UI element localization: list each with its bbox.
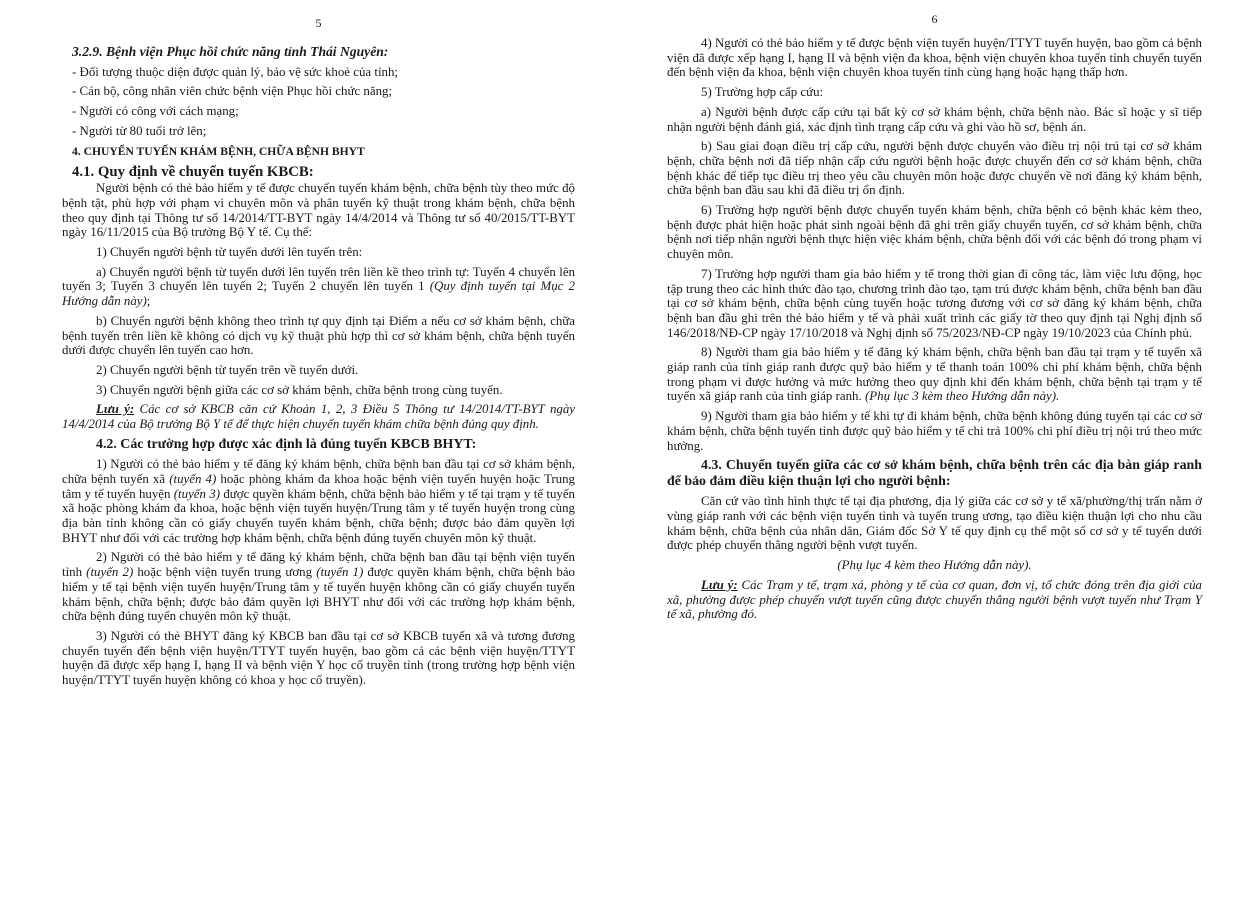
note-label: Lưu ý: <box>701 577 738 592</box>
paragraph-9: 9) Người tham gia bảo hiểm y tế khi tự đi khám bệnh, chữa bệnh không đúng tuyến tại các cơ sở khám bệnh, chữa bệnh tuyến tỉnh được quỹ bảo hiểm y tế chi trả 100% chi phí điều trị nội trú theo mức hưởng. <box>667 409 1202 453</box>
bullet-item: - Cán bộ, công nhân viên chức bệnh viện Phục hồi chức năng; <box>72 84 393 99</box>
paragraph-1a-end: ; <box>146 294 151 309</box>
note <box>62 402 575 431</box>
paragraph-7: 7) Trường hợp người tham gia bảo hiểm y tế trong thời gian đi công tác, làm việc lưu động, học tập trung theo các hình thức đào tạo, chương trình đào tạo, tạm trú được khám bệnh, chữa bệnh ban đầu tại cơ sở khám bệnh, chữa bệnh cùng tuyến hoặc tương đương với cơ sở đăng ký khám bệnh, chữa bệnh ban đầu ghi trên thẻ bảo hiểm y tế và phải xuất trình các giấy tờ theo quy định tại Nghị định số 146/2018/NĐ-CP ngày 17/10/2018 và Nghị định số 75/2023/NĐ-CP ngày 19/10/2023 của Chính phủ. <box>667 266 1202 340</box>
italic-run: (tuyến 2) <box>86 565 134 580</box>
paragraph-1a-text: a) Chuyển người bệnh từ tuyến dưới lên tuyến trên liền kề theo trình tự: Tuyến 4 chuyển lên tuyến 3; Tuyến 3 chuyển lên tuyến 2; Tuyến 2 chuyển lên tuyến 1 <box>62 264 575 294</box>
appendix-4-reference: (Phụ lục 4 kèm theo Hướng dẫn này). <box>837 558 1032 573</box>
page-right <box>617 0 1235 908</box>
paragraph-1a <box>62 265 575 309</box>
note-text: Các cơ sở KBCB căn cứ Khoản 1, 2, 3 Điều 5 Thông tư 14/2014/TT-BYT ngày 14/4/2014 của Bộ trưởng Bộ Y tế để thực hiện chuyển tuyến khám chữa bệnh đúng quy định. <box>62 402 576 432</box>
note-label: Lưu ý: <box>96 402 135 417</box>
paragraph-8 <box>667 345 1202 404</box>
heading-4-3: 4.3. Chuyển tuyến giữa các cơ sở khám bệnh, chữa bệnh trên các địa bàn giáp ranh để bảo đảm điều kiện thuận lợi cho người bệnh: <box>667 458 1202 489</box>
paragraph-4-2-2 <box>62 550 575 624</box>
paragraph-4-2-3: 3) Người có thẻ BHYT đăng ký KBCB ban đầu tại cơ sở KBCB tuyến xã và tương đương chuyển tuyến đến bệnh viện huyện/TTYT tuyến huyện, bao gồm cả các bệnh viện huyện/TTYT huyện đã được xếp hạng I, hạng II và bệnh viện Y học cổ truyền tỉnh (trong trường hợp bệnh viện huyện/TTYT tuyến huyện không có khoa y học cổ truyền). <box>62 629 575 688</box>
paragraph-6: 6) Trường hợp người bệnh được chuyển tuyến khám bệnh, chữa bệnh có bệnh khác kèm theo, bệnh được phát hiện hoặc phát sinh ngoài bệnh đã ghi trên giấy chuyển tuyến, cơ sở khám bệnh, chữa bệnh nơi tiếp nhận người bệnh thực hiện việc khám bệnh, chữa bệnh đối với các bệnh đó trong phạm vi chuyên môn. <box>667 203 1202 262</box>
text-run: được quyền khám bệnh, chữa bệnh bảo hiểm y tế tại bệnh viện tuyến huyện/Trung tâm y tế tuyến huyện không cần có giấy chuyển tuyến khám bệnh, chữa bệnh; được bảo đảm quyền lợi BHYT như đối với các trường hợp khám bệnh, chữa bệnh đúng tuyến chuyên môn kỹ thuật. <box>62 565 575 624</box>
paragraph-5: 5) Trường hợp cấp cứu: <box>701 85 824 100</box>
bullet-item: - Người có công với cách mạng; <box>72 104 239 119</box>
page-left <box>0 0 617 908</box>
paragraph-4: 4) Người có thẻ bảo hiểm y tế được bệnh viện tuyến huyện/TTYT tuyến huyện, bao gồm cả bệnh viện đã được xếp hạng I, hạng II và bệnh viện đa khoa, bệnh viện chuyên khoa tuyến tỉnh chuyển tuyến đến bệnh viện đa khoa, bệnh viện chuyên khoa tuyến tỉnh cùng hạng hoặc hạng thấp hơn. <box>667 36 1202 80</box>
heading-4-2: 4.2. Các trường hợp được xác định là đúng tuyến KBCB BHYT: <box>96 436 477 452</box>
paragraph-2: 2) Chuyển người bệnh từ tuyến trên về tuyến dưới. <box>96 362 359 377</box>
italic-run: (tuyến 1) <box>316 565 364 580</box>
paragraph-5b: b) Sau giai đoạn điều trị cấp cứu, người bệnh được chuyển vào điều trị nội trú tại cơ sở khám bệnh, chữa bệnh nơi đã tiếp nhận cấp cứu người bệnh hoặc được chuyển đến cơ sở khám bệnh, chữa bệnh khác để tiếp tục điều trị theo yêu cầu chuyên môn hoặc được chuyển về nơi đăng ký khám bệnh, chữa bệnh ban đầu sau khi đã điều trị ổn định. <box>667 139 1202 198</box>
note-text: Các Trạm y tế, trạm xá, phòng y tế của cơ quan, đơn vị, tổ chức đóng trên địa giới của xã, phường được phép chuyển vượt tuyến cũng được chuyển thẳng người bệnh vượt tuyến như Trạm Y tế xã, phường đó. <box>667 577 1202 622</box>
text-run: hoặc phòng khám đa khoa hoặc bệnh viện tuyến huyện hoặc Trung tâm y tế tuyến huyện <box>62 471 575 501</box>
bullet-item: - Người từ 80 tuổi trở lên; <box>72 123 207 138</box>
paragraph-3: 3) Chuyển người bệnh giữa các cơ sở khám bệnh, chữa bệnh trong cùng tuyến. <box>96 382 503 397</box>
bullet-item: - Đối tượng thuộc diện được quản lý, bảo vệ sức khoẻ của tỉnh; <box>72 64 398 79</box>
paragraph-1a-italic: (Quy định tuyến tại Mục 2 Hướng dẫn này) <box>62 279 575 309</box>
section-4-heading: 4. CHUYỂN TUYẾN KHÁM BỆNH, CHỮA BỆNH BHYT <box>72 144 365 158</box>
note <box>667 578 1202 622</box>
paragraph-4-2-1 <box>62 457 575 545</box>
italic-run: (tuyến 3) <box>173 486 221 501</box>
heading-4-1: 4.1. Quy định về chuyển tuyến KBCB: <box>72 164 314 181</box>
text-run: 1) Người có thẻ bảo hiểm y tế đăng ký khám bệnh, chữa bệnh ban đầu tại cơ sở khám bệnh, chữa bệnh tuyến xã <box>62 457 575 486</box>
heading-3-2-9: 3.2.9. Bệnh viện Phục hồi chức năng tỉnh Thái Nguyên: <box>72 44 389 59</box>
text-run: 8) Người tham gia bảo hiểm y tế đăng ký khám bệnh, chữa bệnh ban đầu tại trạm y tế tuyến xã giáp ranh của tỉnh giáp ranh được quỹ bảo hiểm y tế thanh toán 100% chi phí khám bệnh, chữa bệnh trong phạm vi được hưởng và mức hưởng theo quy định khi đến khám bệnh, chữa bệnh tại trạm y tế tuyến xã giáp ranh của tỉnh giáp ranh. <box>667 345 1202 404</box>
page-number: 6 <box>931 12 938 26</box>
text-run: được quyền khám bệnh, chữa bệnh bảo hiểm y tế tại trạm y tế tuyến xã hoặc phòng khám đa khoa, hoặc bệnh viện tuyến huyện/Trung tâm y tế tuyến huyện trong cùng địa bàn tỉnh không cần có giấy chuyển tuyến khám bệnh, chữa bệnh; được bảo đảm quyền lợi BHYT như đối với các trường hợp khám bệnh, chữa bệnh đúng tuyến chuyên môn kỹ thuật. <box>62 486 575 545</box>
text-run: 2) Người có thẻ bảo hiểm y tế đăng ký khám bệnh, chữa bệnh ban đầu tại bệnh viện tuyến tỉnh <box>62 550 575 580</box>
page-number: 5 <box>315 16 322 30</box>
italic-run: (Phụ lục 3 kèm theo Hướng dẫn này). <box>864 389 1060 404</box>
italic-run: (tuyến 4) <box>169 471 217 486</box>
paragraph-1: 1) Chuyển người bệnh từ tuyến dưới lên tuyến trên: <box>96 245 363 260</box>
text-run: hoặc bệnh viện tuyến trung ương <box>133 565 317 580</box>
paragraph-5a: a) Người bệnh được cấp cứu tại bất kỳ cơ sở khám bệnh, chữa bệnh nào. Bác sĩ hoặc y sĩ tiếp nhận người bệnh đánh giá, xác định tình trạng cấp cứu và ghi vào hồ sơ, bệnh án. <box>667 104 1202 134</box>
paragraph-4-3: Căn cứ vào tình hình thực tế tại địa phương, địa lý giữa các cơ sở y tế xã/phường/thị trấn nằm ở vùng giáp ranh với các bệnh viện tuyến tỉnh và tuyến trung ương, tạo điều kiện thuận lợi cho nhu cầu khám bệnh, chữa bệnh của nhân dân, Giám đốc Sở Y tế quy định cụ thể một số cơ sở y tế tuyến dưới được phép chuyển thẳng người bệnh vượt tuyến. <box>667 494 1202 553</box>
paragraph-1b: b) Chuyển người bệnh không theo trình tự quy định tại Điểm a nếu cơ sở khám bệnh, chữa bệnh tuyến trên liền kề không có dịch vụ kỹ thuật phù hợp thì cơ sở khám bệnh, chữa bệnh tuyến dưới được chuyển lên tuyến cao hơn. <box>62 313 575 358</box>
paragraph-intro: Người bệnh có thẻ bảo hiểm y tế được chuyển tuyến khám bệnh, chữa bệnh tùy theo mức độ bệnh tật, phù hợp với phạm vi chuyên môn và phân tuyến kỹ thuật trong khám bệnh, chữa bệnh theo quy định tại Thông tư số 14/2014/TT-BYT ngày 14/4/2014 và Thông tư số 40/2015/TT-BYT ngày 16/11/2015 của Bộ trưởng Bộ Y tế. Cụ thể: <box>62 181 575 240</box>
